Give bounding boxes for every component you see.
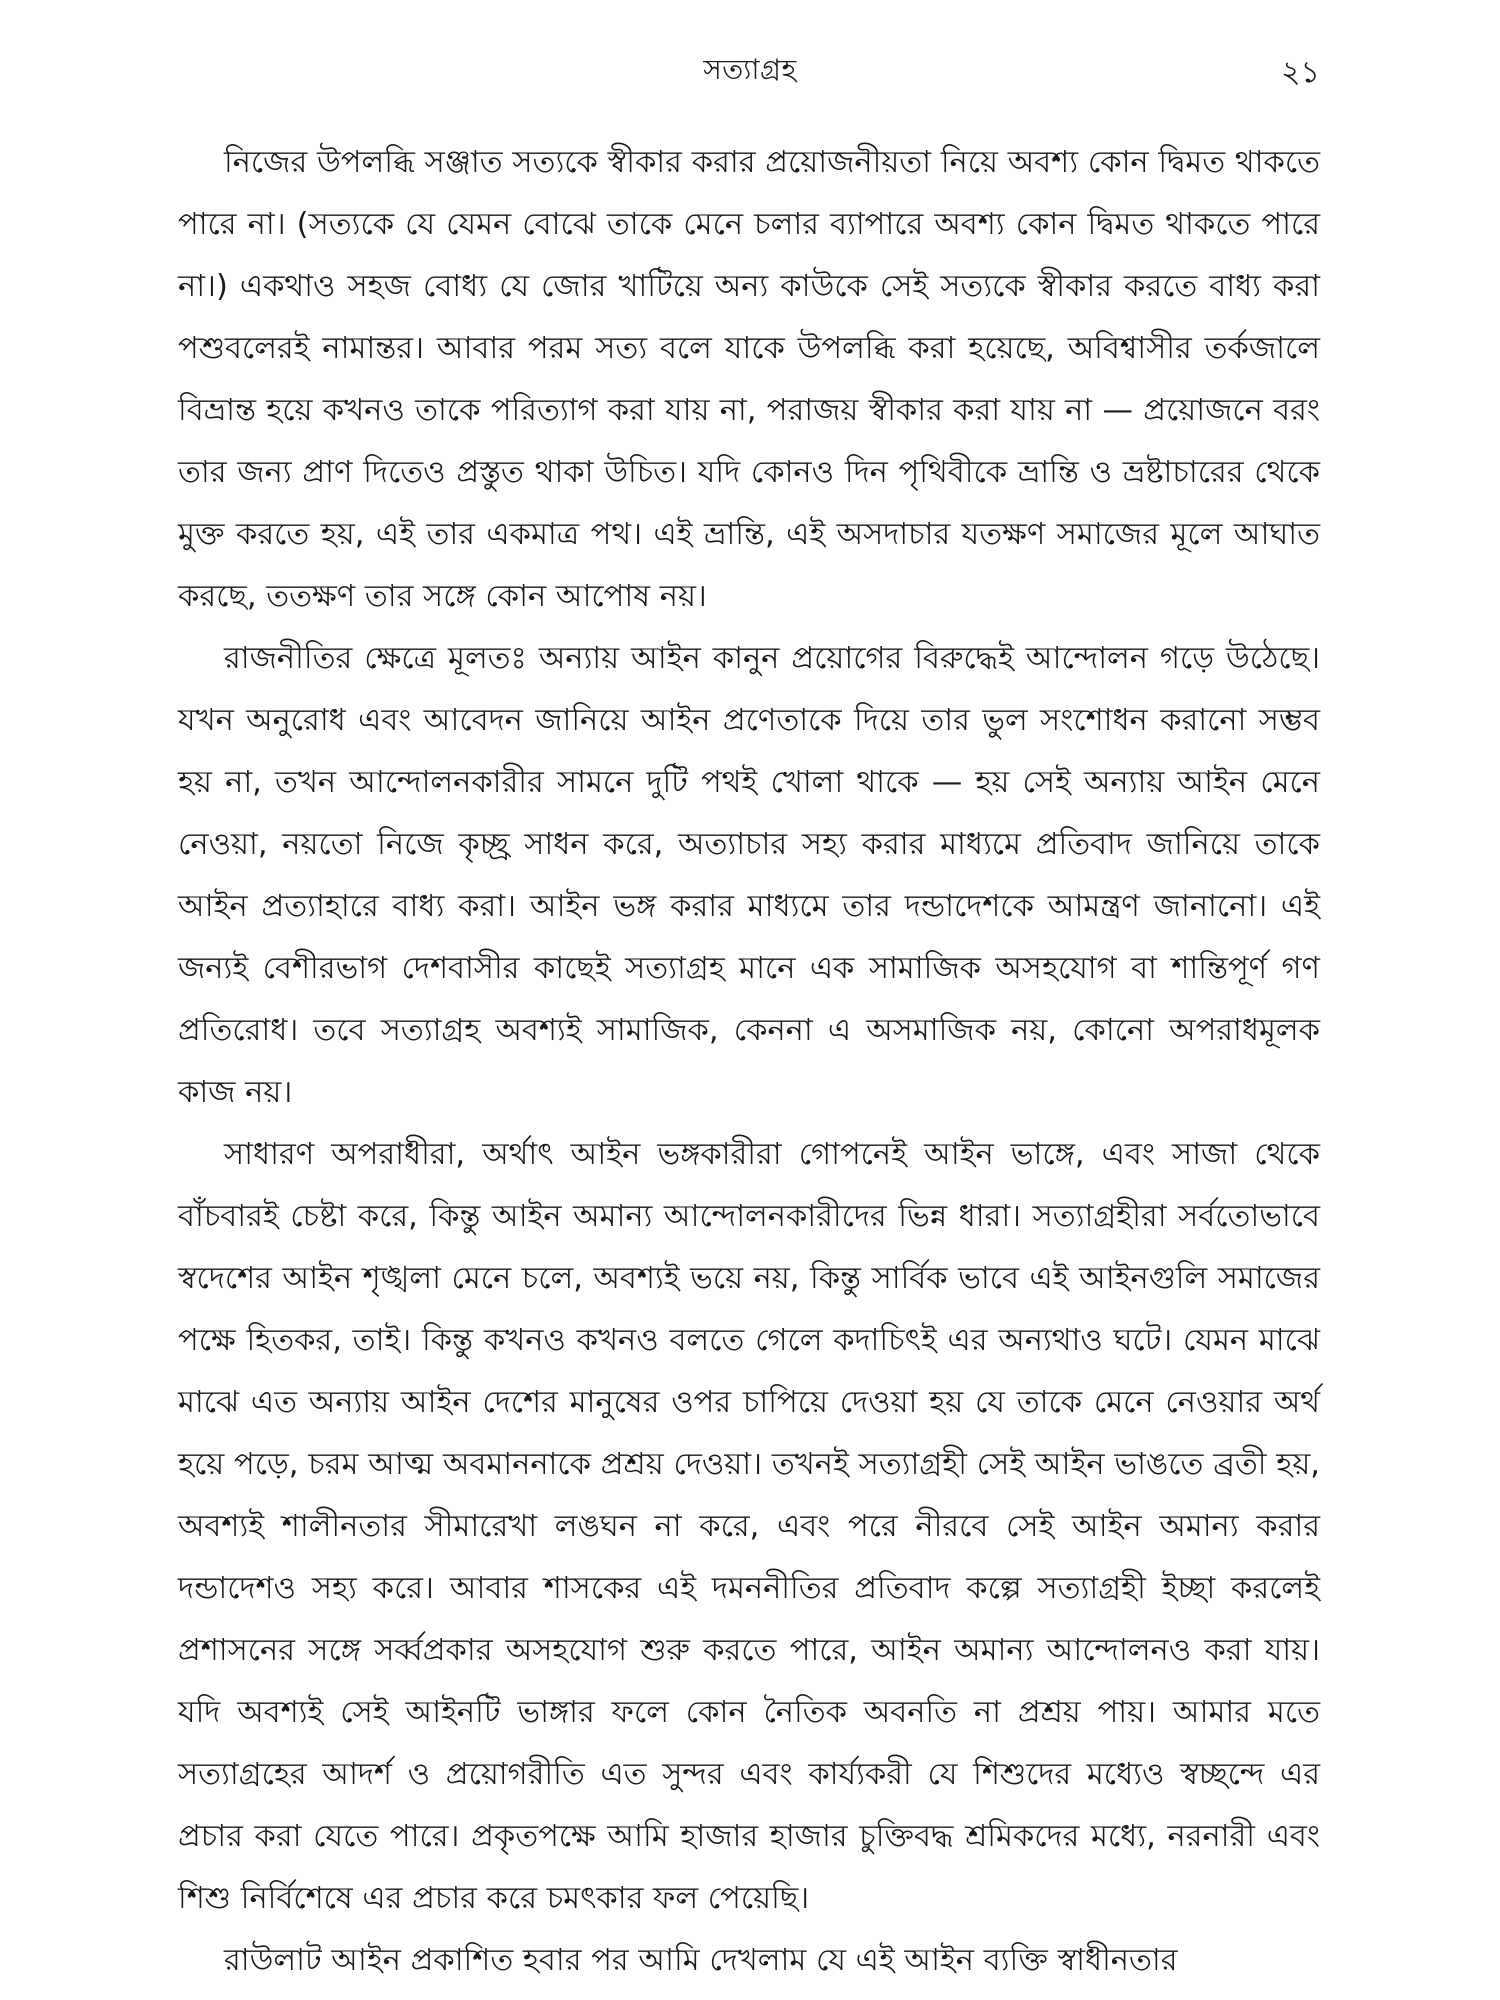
running-title: সত্যাগ্রহ — [703, 53, 797, 86]
paragraph-4: রাউলাট আইন প্রকাশিত হবার পর আমি দেখলাম যে এই আইন ব্যক্তি স্বাধীনতার — [224, 1943, 1178, 1978]
page-number: ২১ — [1281, 55, 1320, 90]
page-header — [180, 48, 1320, 88]
paragraph-2: রাজনীতির ক্ষেত্রে মূলতঃ অন্যায় আইন কানুন প্রয়োগের বিরুদ্ধেই আন্দোলন গড়ে উঠেছে। যখন অনুরোধ এবং আবেদন জানিয়ে আইন প্রণেতাকে দিয়ে তার ভুল সংশোধন করানো সম্ভব হয় না, তখন আন্দোলনকারীর সামনে দুটি পথই খোলা থাকে — হয় সেই অন্যায় আইন মেনে নেওয়া, নয়তো নিজে কৃচ্ছ্র সাধন করে, অত্যাচার সহ্য করার মাধ্যমে প্রতিবাদ জানিয়ে তাকে আইন প্রত্যাহারে বাধ্য করা। আইন ভঙ্গ করার মাধ্যমে তার দন্ডাদেশকে আমন্ত্রণ জানানো। এই জন্যই বেশীরভাগ দেশবাসীর কাছেই সত্যাগ্রহ মানে এক সামাজিক অসহযোগ বা শান্তিপূর্ণ গণ প্রতিরোধ। তবে সত্যাগ্রহ অবশ্যই সামাজিক, কেননা এ অসমাজিক নয়, কোনো অপরাধমূলক কাজ নয়। — [178, 641, 1320, 1110]
body-text — [178, 132, 1320, 1992]
paragraph-1: নিজের উপলব্ধি সঞ্জাত সত্যকে স্বীকার করার প্রয়োজনীয়তা নিয়ে অবশ্য কোন দ্বিমত থাকতে পারে না। (সত্যকে যে যেমন বোঝে তাকে মেনে চলার ব্যাপারে অবশ্য কোন দ্বিমত থাকতে পারে না।) একথাও সহজ বোধ্য যে জোর খাটিয়ে অন্য কাউকে সেই সত্যকে স্বীকার করতে বাধ্য করা পশুবলেরই নামান্তর। আবার পরম সত্য বলে যাকে উপলব্ধি করা হয়েছে, অবিশ্বাসীর তর্কজালে বিভ্রান্ত হয়ে কখনও তাকে পরিত্যাগ করা যায় না, পরাজয় স্বীকার করা যায় না — প্রয়োজনে বরং তার জন্য প্রাণ দিতেও প্রস্তুত থাকা উচিত। যদি কোনও দিন পৃথিবীকে ভ্রান্তি ও ভ্রষ্টাচারের থেকে মুক্ত করতে হয়, এই তার একমাত্র পথ। এই ভ্রান্তি, এই অসদাচার যতক্ষণ সমাজের মূলে আঘাত করছে, ততক্ষণ তার সঙ্গে কোন আপোষ নয়। — [178, 145, 1320, 614]
paragraph-3: সাধারণ অপরাধীরা, অর্থাৎ আইন ভঙ্গকারীরা গোপনেই আইন ভাঙ্গে, এবং সাজা থেকে বাঁচবারই চেষ্টা করে, কিন্তু আইন অমান্য আন্দোলনকারীদের ভিন্ন ধারা। সত্যাগ্রহীরা সর্বতোভাবে স্বদেশের আইন শৃঙ্খলা মেনে চলে, অবশ্যই ভয়ে নয়, কিন্তু সার্বিক ভাবে এই আইনগুলি সমাজের পক্ষে হিতকর, তাই। কিন্তু কখনও কখনও বলতে গেলে কদাচিৎই এর অন্যথাও ঘটে। যেমন মাঝে মাঝে এত অন্যায় আইন দেশের মানুষের ওপর চাপিয়ে দেওয়া হয় যে তাকে মেনে নেওয়ার অর্থ হয়ে পড়ে, চরম আত্ম অবমাননাকে প্রশ্রয় দেওয়া। তখনই সত্যাগ্রহী সেই আইন ভাঙতে ব্রতী হয়, অবশ্যই শালীনতার সীমারেখা লঙঘন না করে, এবং পরে নীরবে সেই আইন অমান্য করার দন্ডাদেশও সহ্য করে। আবার শাসকের এই দমননীতির প্রতিবাদ কল্পে সত্যাগ্রহী ইচ্ছা করলেই প্রশাসনের সঙ্গে সর্ব্বপ্রকার অসহযোগ শুরু করতে পারে, আইন অমান্য আন্দোলনও করা যায়। যদি অবশ্যই সেই আইনটি ভাঙ্গার ফলে কোন নৈতিক অবনতি না প্রশ্রয় পায়। আমার মতে সত্যাগ্রহের আদর্শ ও প্রয়োগরীতি এত সুন্দর এবং কার্য্যকরী যে শিশুদের মধ্যেও স্বচ্ছন্দে এর প্রচার করা যেতে পারে। প্রকৃতপক্ষে আমি হাজার হাজার চুক্তিবদ্ধ শ্রমিকদের মধ্যে, নরনারী এবং শিশু নির্বিশেষে এর প্রচার করে চমৎকার ফল পেয়েছি। — [178, 1137, 1320, 1916]
